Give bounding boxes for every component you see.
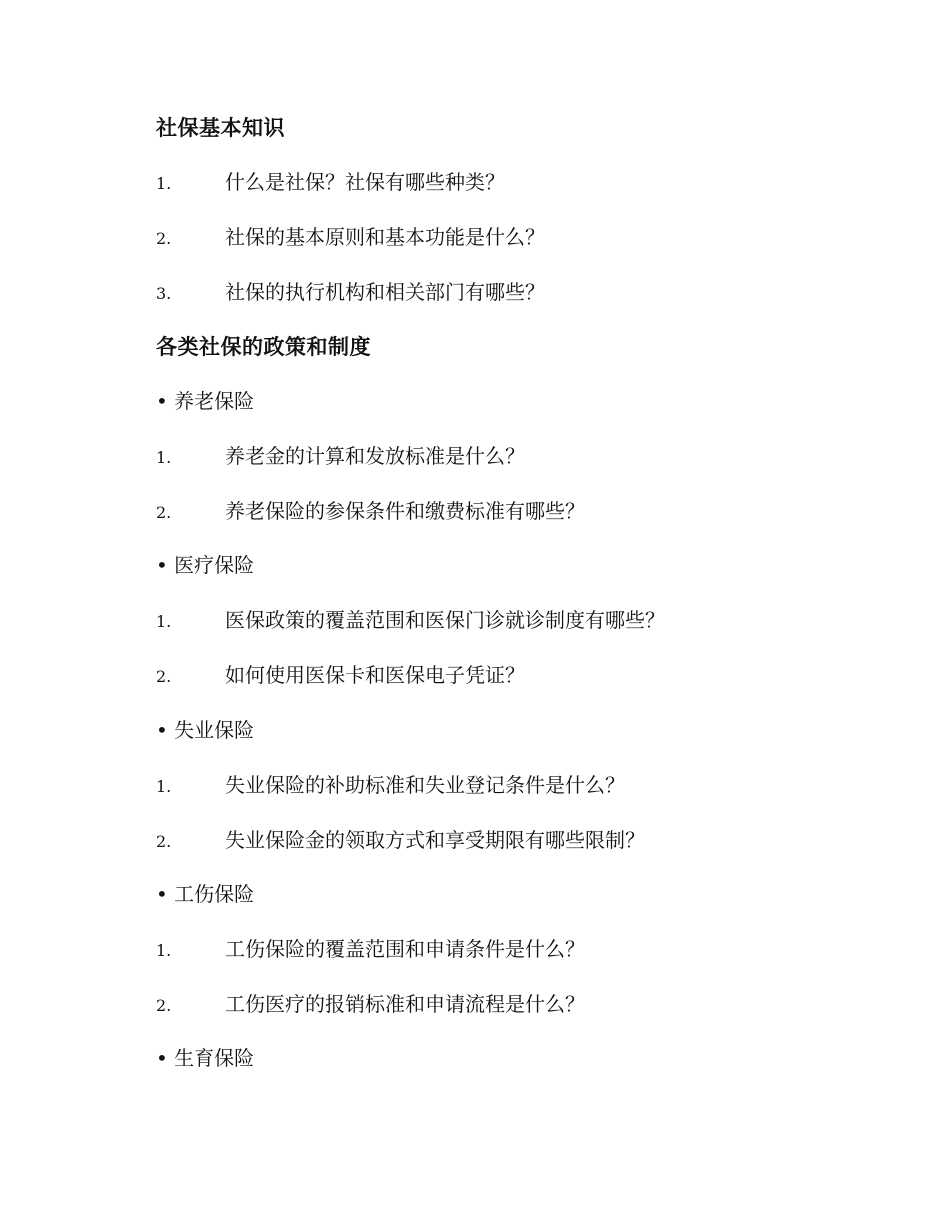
list-item-text: 社保的基本原则和基本功能是什么？ xyxy=(225,225,545,249)
list-item-number: 1. xyxy=(156,941,172,960)
subsection-label-pension: • 养老保险 xyxy=(156,389,255,413)
list-item-text: 医保政策的覆盖范围和医保门诊就诊制度有哪些？ xyxy=(225,608,665,632)
list-item-number: 1. xyxy=(156,612,172,631)
section-heading-basics: 社保基本知识 xyxy=(156,115,285,140)
list-item-number: 2. xyxy=(156,667,172,686)
list-item-number: 2. xyxy=(156,503,172,522)
list-item-text: 养老保险的参保条件和缴费标准有哪些？ xyxy=(225,499,585,523)
list-item-number: 1. xyxy=(156,448,172,467)
list-item-number: 2. xyxy=(156,832,172,851)
list-item-number: 1. xyxy=(156,174,172,193)
list-item-number: 3. xyxy=(156,284,172,303)
list-item-text: 工伤保险的覆盖范围和申请条件是什么？ xyxy=(225,937,585,961)
list-item-text: 失业保险的补助标准和失业登记条件是什么？ xyxy=(225,773,625,797)
list-item-number: 1. xyxy=(156,777,172,796)
list-item-number: 2. xyxy=(156,229,172,248)
list-item-text: 失业保险金的领取方式和享受期限有哪些限制？ xyxy=(225,828,645,852)
subsection-label-unemployment: • 失业保险 xyxy=(156,718,255,742)
list-item-number: 2. xyxy=(156,996,172,1015)
subsection-label-medical: • 医疗保险 xyxy=(156,553,255,577)
list-item-text: 社保的执行机构和相关部门有哪些？ xyxy=(225,280,545,304)
subsection-label-injury: • 工伤保险 xyxy=(156,882,255,906)
list-item-text: 什么是社保？社保有哪些种类？ xyxy=(225,170,505,194)
subsection-label-maternity: • 生育保险 xyxy=(156,1046,255,1070)
list-item-text: 养老金的计算和发放标准是什么？ xyxy=(225,444,525,468)
list-item-text: 工伤医疗的报销标准和申请流程是什么？ xyxy=(225,992,585,1016)
list-item-text: 如何使用医保卡和医保电子凭证？ xyxy=(225,663,525,687)
section-heading-policies: 各类社保的政策和制度 xyxy=(156,334,371,359)
